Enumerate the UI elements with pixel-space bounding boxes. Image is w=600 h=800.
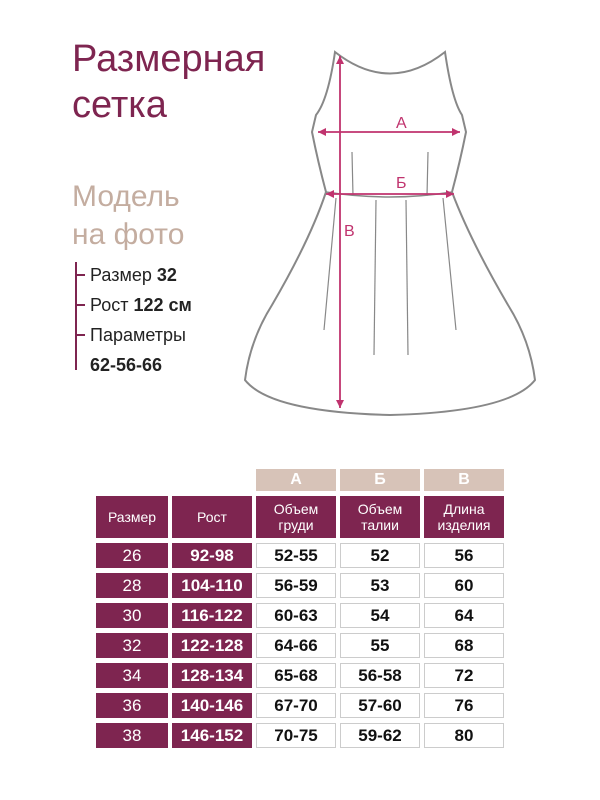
header-chest [256, 496, 336, 538]
size-table [92, 464, 508, 753]
param-height-value: 122 см [133, 295, 192, 315]
param-measurements [72, 322, 192, 352]
cell-height: 128-134 [172, 663, 252, 688]
empty-cell [96, 469, 168, 491]
cell-length: 72 [424, 663, 504, 688]
tick-mark [75, 304, 85, 306]
letter-b: Б [340, 469, 420, 491]
letter-v: В [424, 469, 504, 491]
param-size-label: Размер [90, 265, 152, 285]
dress-diagram [240, 40, 540, 420]
cell-size: 32 [96, 633, 168, 658]
param-height [72, 292, 192, 322]
header-length-line-2: изделия [437, 517, 491, 533]
header-length [424, 496, 504, 538]
param-size-value: 32 [156, 265, 177, 285]
empty-cell [172, 469, 252, 491]
cell-size: 34 [96, 663, 168, 688]
header-length-line-1: Длина [443, 501, 485, 517]
cell-length: 80 [424, 723, 504, 748]
cell-height: 116-122 [172, 603, 252, 628]
dress-outline [245, 52, 535, 415]
cell-chest: 56-59 [256, 573, 336, 598]
model-heading-line-2: на фото [72, 218, 185, 251]
table-row [96, 543, 504, 568]
measure-b-label: Б [396, 175, 407, 192]
cell-size: 36 [96, 693, 168, 718]
cell-size: 28 [96, 573, 168, 598]
cell-waist: 53 [340, 573, 420, 598]
cell-waist: 57-60 [340, 693, 420, 718]
header-waist-line-1: Объем [357, 501, 403, 517]
cell-length: 60 [424, 573, 504, 598]
table-row [96, 573, 504, 598]
header-chest-line-1: Объем [273, 501, 319, 517]
model-heading-line-1: Модель [72, 180, 180, 213]
header-row [96, 496, 504, 538]
cell-chest: 67-70 [256, 693, 336, 718]
model-heading [72, 178, 184, 254]
header-waist-line-2: талии [361, 517, 399, 533]
cell-chest: 65-68 [256, 663, 336, 688]
cell-length: 76 [424, 693, 504, 718]
param-measurements-value: 62-56-66 [90, 355, 163, 375]
tick-mark [75, 274, 85, 276]
tick-mark [75, 334, 85, 336]
cell-size: 30 [96, 603, 168, 628]
letter-a: А [256, 469, 336, 491]
title-line-1: Размерная [72, 38, 266, 80]
param-height-label: Рост [90, 295, 129, 315]
table-row [96, 663, 504, 688]
cell-waist: 52 [340, 543, 420, 568]
cell-length: 56 [424, 543, 504, 568]
measure-v-label: В [344, 223, 355, 240]
measure-a-label: А [396, 115, 407, 132]
model-params [72, 262, 192, 380]
header-chest-line-2: груди [278, 517, 314, 533]
param-measurements-label: Параметры [90, 325, 186, 345]
title-line-2: сетка [72, 84, 167, 126]
param-size [72, 262, 192, 292]
cell-size: 38 [96, 723, 168, 748]
cell-waist: 55 [340, 633, 420, 658]
table-row [96, 723, 504, 748]
page-title [72, 36, 265, 128]
cell-length: 64 [424, 603, 504, 628]
cell-chest: 70-75 [256, 723, 336, 748]
cell-height: 104-110 [172, 573, 252, 598]
cell-waist: 56-58 [340, 663, 420, 688]
header-waist [340, 496, 420, 538]
header-size: Размер [96, 496, 168, 538]
cell-waist: 59-62 [340, 723, 420, 748]
cell-chest: 60-63 [256, 603, 336, 628]
cell-chest: 64-66 [256, 633, 336, 658]
table-row [96, 633, 504, 658]
table-row [96, 693, 504, 718]
cell-chest: 52-55 [256, 543, 336, 568]
cell-height: 140-146 [172, 693, 252, 718]
cell-height: 122-128 [172, 633, 252, 658]
table-row [96, 603, 504, 628]
cell-length: 68 [424, 633, 504, 658]
header-height: Рост [172, 496, 252, 538]
cell-waist: 54 [340, 603, 420, 628]
cell-height: 92-98 [172, 543, 252, 568]
cell-height: 146-152 [172, 723, 252, 748]
cell-size: 26 [96, 543, 168, 568]
letter-row [96, 469, 504, 491]
